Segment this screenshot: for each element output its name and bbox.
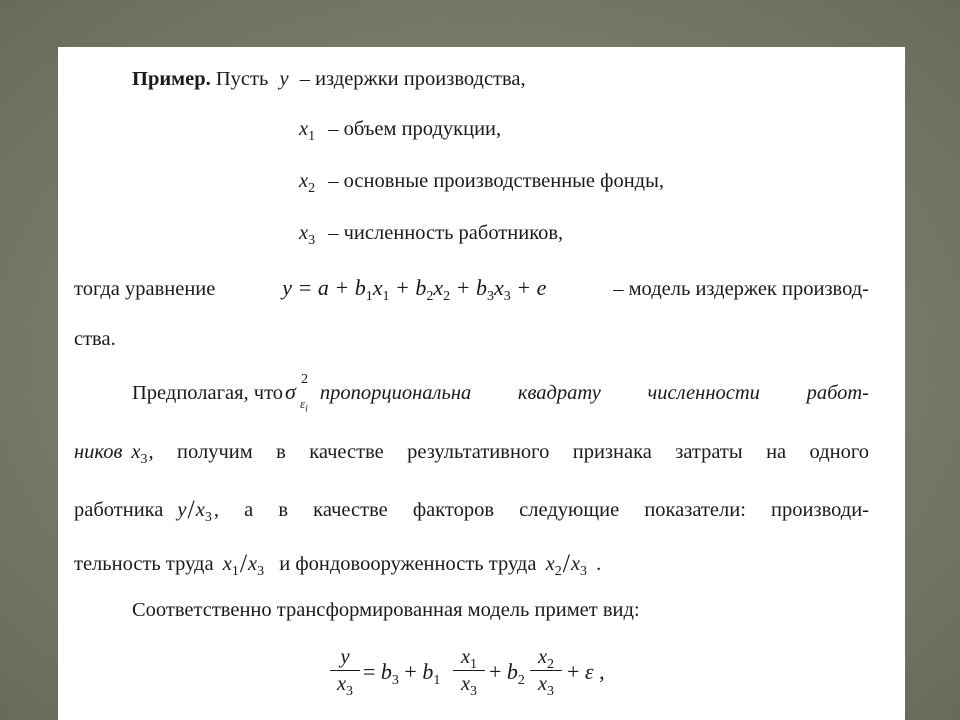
var-y: y bbox=[279, 68, 289, 90]
var-x2: $x_2$ bbox=[299, 170, 316, 196]
productivity-line bbox=[74, 549, 602, 579]
assumption-line bbox=[132, 372, 869, 415]
equation-tail-continued: ства. bbox=[74, 328, 116, 350]
equation-tail: – модель издержек производ- bbox=[613, 278, 869, 300]
ratio-x2-x3: $x_2/x_3$ bbox=[545, 549, 588, 579]
var-x3: $x_3$ bbox=[299, 222, 316, 248]
worker-word: работника bbox=[74, 499, 164, 521]
fraction-x2-over-x3: $x_2$ $x_3$ bbox=[530, 645, 562, 696]
fraction-y-over-x3: y $x_3$ bbox=[330, 645, 360, 696]
y-description: – издержки производства, bbox=[299, 68, 526, 90]
formula-rhs-part3: + ε , bbox=[567, 659, 605, 684]
productivity-text: тельность труда bbox=[74, 553, 214, 575]
transformed-intro: Соответственно трансформированная модель примет вид: bbox=[132, 599, 640, 621]
formula-rhs-part2: + $b_2$ bbox=[489, 659, 525, 688]
let-word: Пусть bbox=[215, 68, 269, 90]
var-x3-b: $x_3$ bbox=[131, 441, 148, 467]
nikov-rest: , получим в качестве результативного признака затраты на одного bbox=[148, 441, 869, 463]
x1-description: – объем продукции, bbox=[328, 118, 502, 140]
assume-text: Предполагая, что bbox=[132, 382, 284, 404]
x2-description: – основные производственные фонды, bbox=[328, 170, 664, 192]
capital-text: и фондовооруженность труда bbox=[279, 553, 537, 575]
formula-rhs-part1: = $b_3 + b_1$ bbox=[363, 659, 441, 688]
var-x1: $x_1$ bbox=[299, 118, 316, 144]
assume-italic: пропорциональна квадрату численности работ- bbox=[319, 382, 869, 404]
equation-line bbox=[74, 275, 869, 304]
nikov-line bbox=[74, 440, 869, 467]
definition-x2 bbox=[299, 169, 664, 196]
nikov-italic: ников bbox=[74, 441, 123, 463]
ratio-y-x3: $y/x_3$ bbox=[177, 495, 212, 525]
definition-x1 bbox=[299, 117, 502, 144]
example-label: Пример. bbox=[132, 68, 211, 90]
x3-description: – численность работников, bbox=[328, 222, 564, 244]
slide-page bbox=[58, 47, 905, 720]
worker-rest: , а в качестве факторов следующие показатели: производи- bbox=[213, 499, 869, 521]
fraction-x1-over-x3: $x_1$ $x_3$ bbox=[453, 645, 485, 696]
worker-line bbox=[74, 495, 869, 525]
definition-x3 bbox=[299, 221, 564, 248]
definition-y bbox=[132, 67, 526, 91]
productivity-period: . bbox=[596, 553, 602, 575]
cost-equation: $y = a + b_1x_1 + b_2x_2 + b_3x_3 + e$ bbox=[282, 275, 547, 304]
sigma-squared-epsilon: σ 2 $\varepsilon_i$ bbox=[285, 372, 309, 415]
equation-intro: тогда уравнение bbox=[74, 278, 216, 300]
ratio-x1-x3: $x_1/x_3$ bbox=[222, 549, 265, 579]
